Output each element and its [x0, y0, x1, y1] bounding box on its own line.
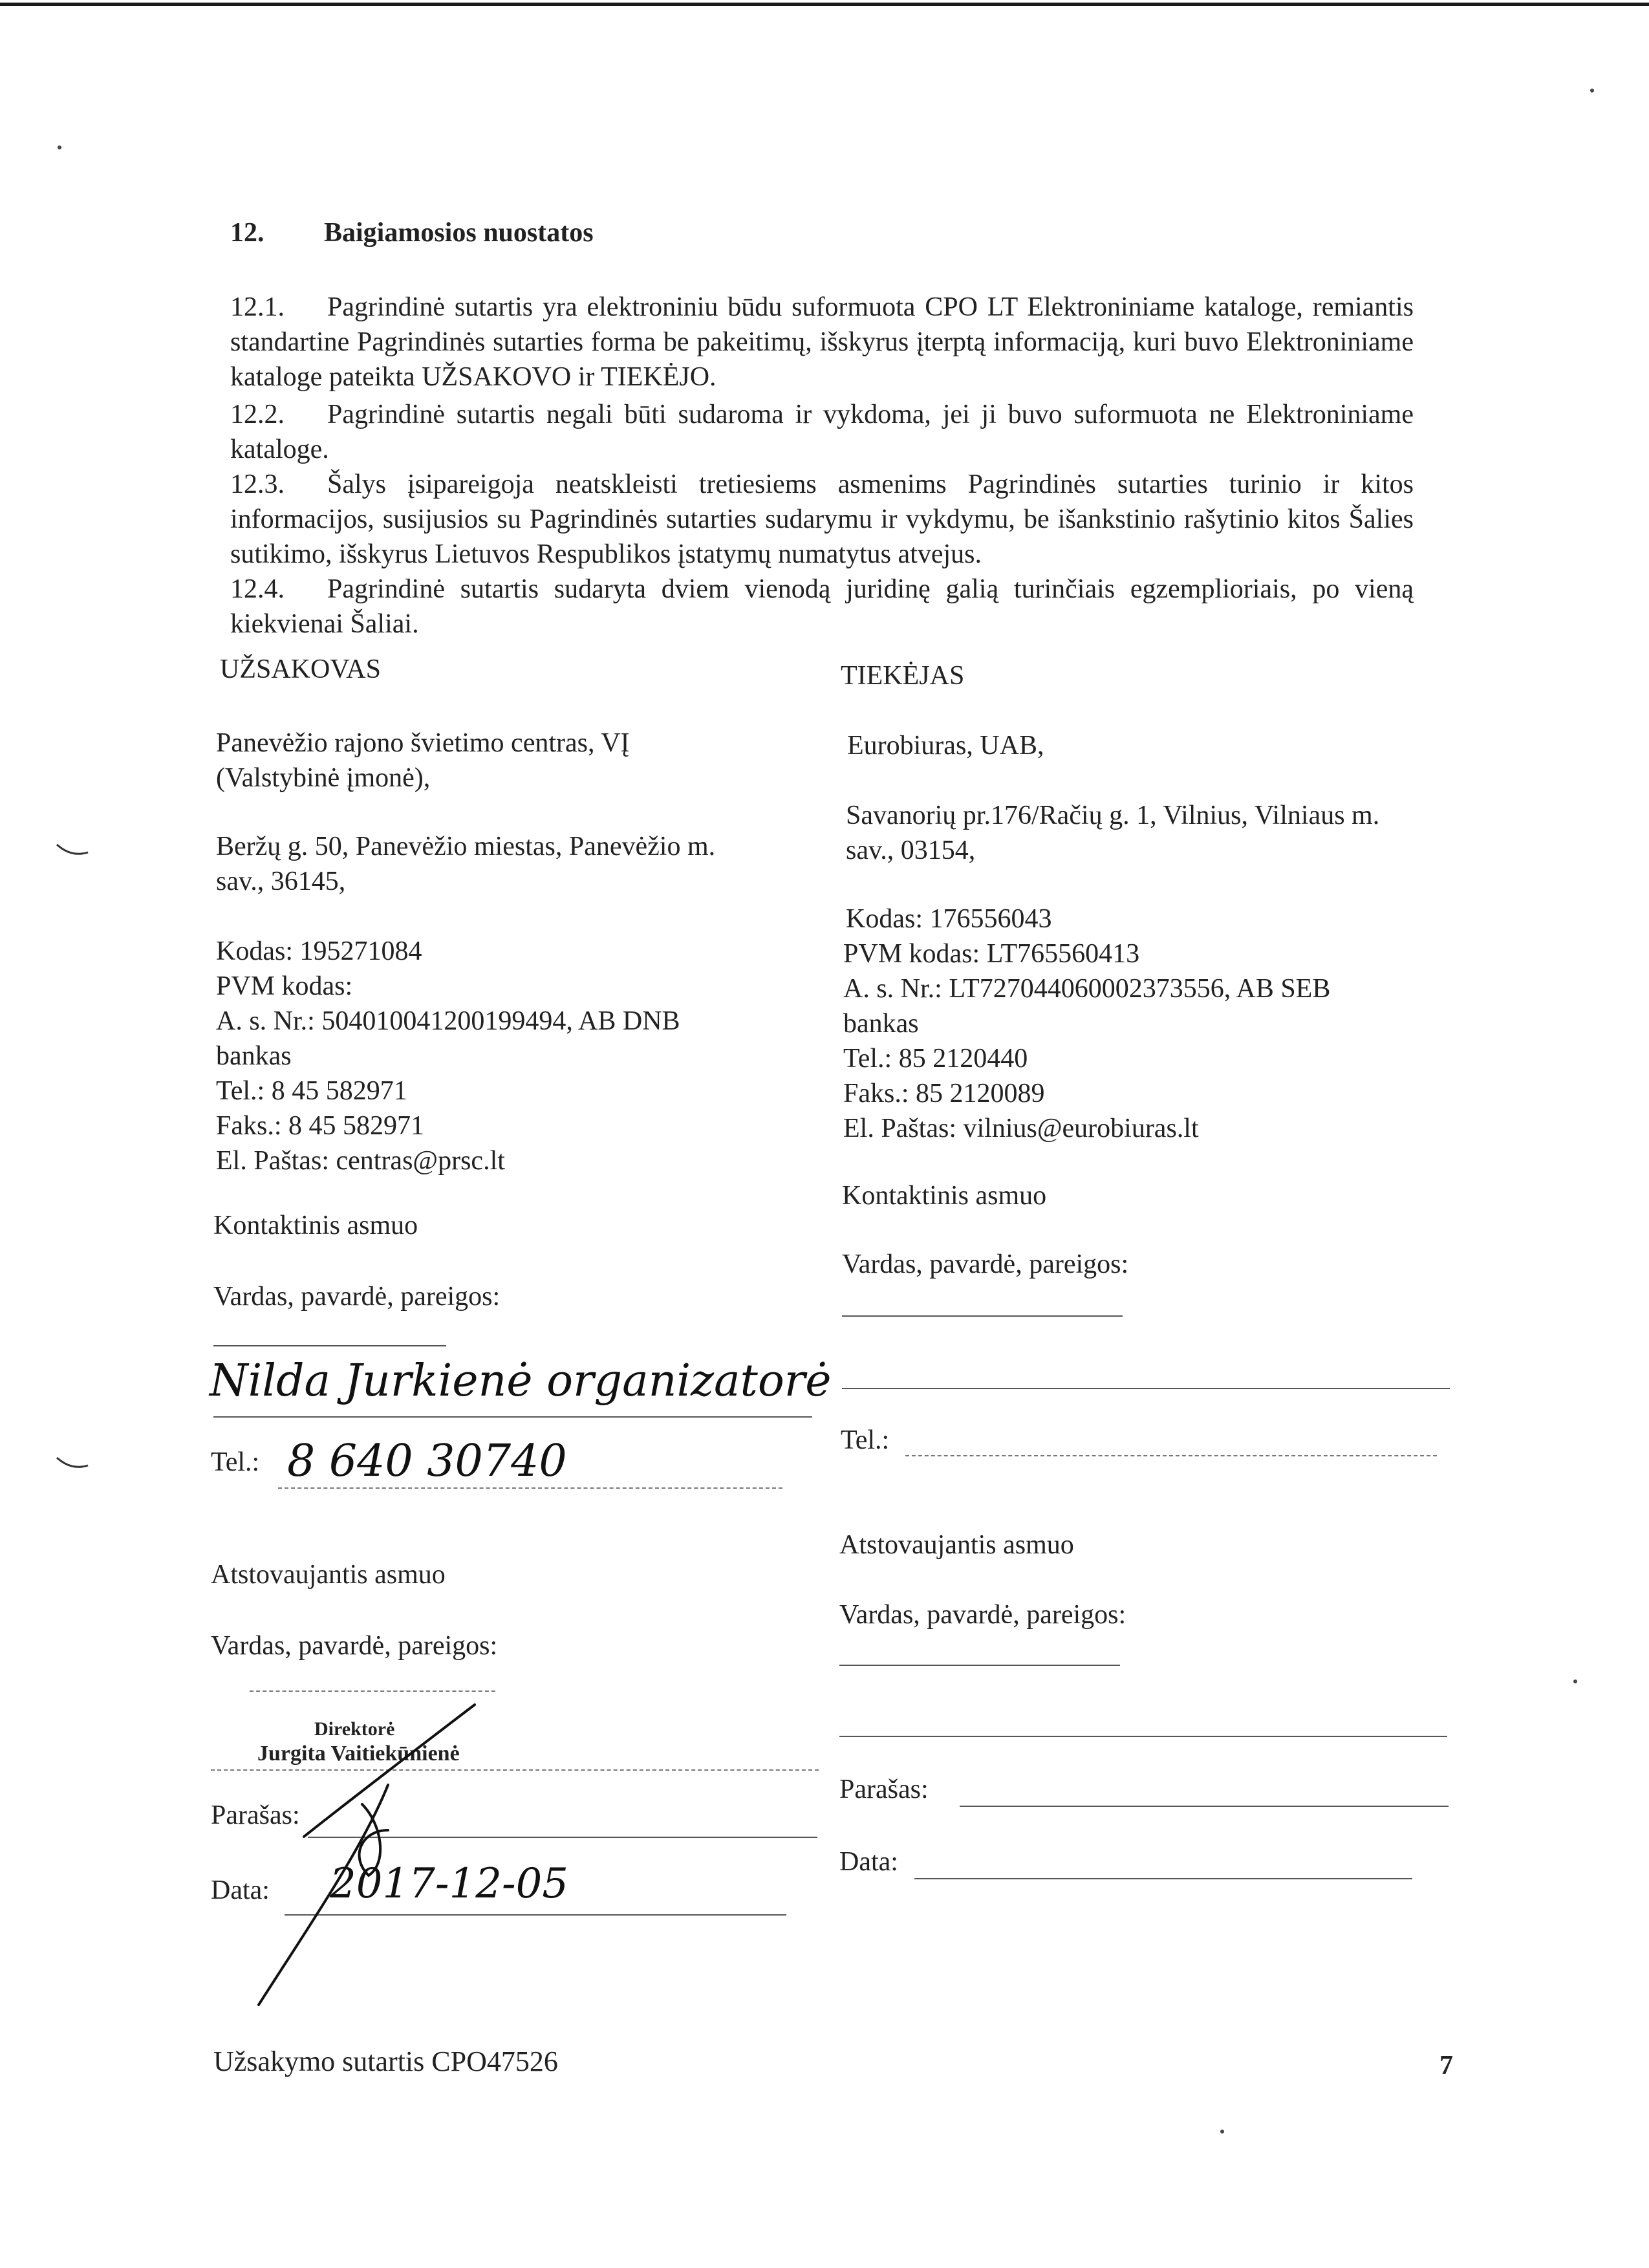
- paragraph-text: Pagrindinė sutartis sudaryta dviem vienodą juridinę galią turinčiais egzemplioriais, po vieną kiekvienai Šaliai.: [230, 574, 1414, 639]
- supplier-name-position-label: Vardas, pavardė, pareigos:: [842, 1249, 1129, 1279]
- paragraph-number: 12.1.: [230, 292, 285, 322]
- supplier-name: Eurobiuras, UAB,: [847, 731, 1044, 761]
- customer-contact-handwritten: Nilda Jurkienė organizatorė: [210, 1355, 832, 1407]
- paragraph-number: 12.2.: [230, 400, 285, 429]
- supplier-bank: bankas: [843, 1009, 919, 1039]
- paragraph-text: Šalys įsipareigoja neatskleisti tretiesiems asmenims Pagrindinės sutarties turinio ir kitos informacijos, susijusios su Pagrindinės sutarties sudarymu ir vykdymu, be išankstinio rašytinio kitos Šalies sutikimo, išskyrus Lietuvos Respublikos įstatymų numatytus atvejus.: [230, 470, 1414, 569]
- supplier-email: El. Paštas: vilnius@eurobiuras.lt: [843, 1114, 1199, 1143]
- supplier-fax: Faks.: 85 2120089: [843, 1079, 1045, 1108]
- supplier-contact-label: Kontaktinis asmuo: [842, 1181, 1047, 1211]
- customer-tel-handwritten: 8 640 30740: [287, 1436, 567, 1487]
- supplier-rep-name-position-label: Vardas, pavardė, pareigos:: [839, 1600, 1126, 1630]
- supplier-code: Kodas: 176556043: [846, 904, 1052, 934]
- supplier-tel-label: Tel.:: [841, 1425, 890, 1455]
- supplier-address-cont: sav., 03154,: [846, 836, 976, 865]
- paragraph-number: 12.3.: [230, 470, 285, 499]
- supplier-signature-label: Parašas:: [839, 1775, 929, 1804]
- customer-rep-name-position-label: Vardas, pavardė, pareigos:: [211, 1631, 498, 1661]
- customer-name: Panevėžio rajono švietimo centras, VĮ: [216, 728, 630, 758]
- page-number: 7: [1439, 2051, 1453, 2080]
- paragraph-text: Pagrindinė sutartis yra elektroniniu būdu suformuota CPO LT Elektroniniame kataloge, remiantis standartine Pagrindinės sutarties forma be pakeitimų, išskyrus įterptą informaciją, kuri buvo Elektroniniame kataloge pateikta UŽSAKOVO ir TIEKĖJO.: [230, 292, 1414, 392]
- customer-address-cont: sav., 36145,: [216, 867, 346, 896]
- customer-date-label: Data:: [211, 1875, 270, 1905]
- supplier-heading: TIEKĖJAS: [841, 661, 965, 691]
- customer-representative-label: Atstovaujantis asmuo: [211, 1560, 446, 1590]
- customer-email: El. Paštas: centras@prsc.lt: [216, 1146, 505, 1176]
- section-title: Baigiamosios nuostatos: [324, 218, 594, 248]
- paragraph-number: 12.4.: [230, 574, 285, 604]
- customer-legal-form: (Valstybinė įmonė),: [216, 763, 431, 793]
- customer-account: A. s. Nr.: 50401004120019949​4, AB DNB: [216, 1006, 680, 1036]
- customer-contact-label: Kontaktinis asmuo: [213, 1211, 418, 1240]
- customer-tel: Tel.: 8 45 582971: [216, 1076, 407, 1106]
- customer-stamp-name: Jurgita Vaitiekūnienė: [257, 1742, 460, 1766]
- supplier-representative-label: Atstovaujantis asmuo: [839, 1530, 1074, 1560]
- section-number: 12.: [230, 218, 264, 248]
- supplier-address: Savanorių pr.176/Račių g. 1, Vilnius, Vilniaus m.: [846, 801, 1380, 830]
- customer-address: Beržų g. 50, Panevėžio miestas, Panevėžio m.: [216, 832, 716, 861]
- customer-fax: Faks.: 8 45 582971: [216, 1111, 425, 1141]
- supplier-date-label: Data:: [839, 1847, 898, 1877]
- customer-heading: UŽSAKOVAS: [220, 654, 381, 684]
- supplier-vat-code: PVM kodas: LT765560413: [843, 939, 1140, 969]
- footer-document-title: Užsakymo sutartis CPO47526: [213, 2046, 558, 2077]
- supplier-account: A. s. Nr.: LT727044060002373556, AB SEB: [843, 974, 1331, 1004]
- paragraph-text: Pagrindinė sutartis negali būti sudaroma ir vykdoma, jei ji buvo suformuota ne Elektroniniame kataloge.: [230, 400, 1414, 464]
- customer-date-handwritten: 2017-12-05: [330, 1860, 568, 1908]
- customer-bank: bankas: [216, 1041, 292, 1071]
- customer-signature-label: Parašas:: [211, 1800, 300, 1830]
- customer-tel-label: Tel.:: [211, 1447, 260, 1477]
- customer-vat-code: PVM kodas:: [216, 971, 353, 1001]
- customer-code: Kodas: 195271084: [216, 936, 422, 966]
- customer-stamp-role: Direktorė: [314, 1718, 395, 1740]
- supplier-tel: Tel.: 85 2120440: [843, 1044, 1028, 1074]
- customer-name-position-label: Vardas, pavardė, pareigos:: [213, 1282, 501, 1312]
